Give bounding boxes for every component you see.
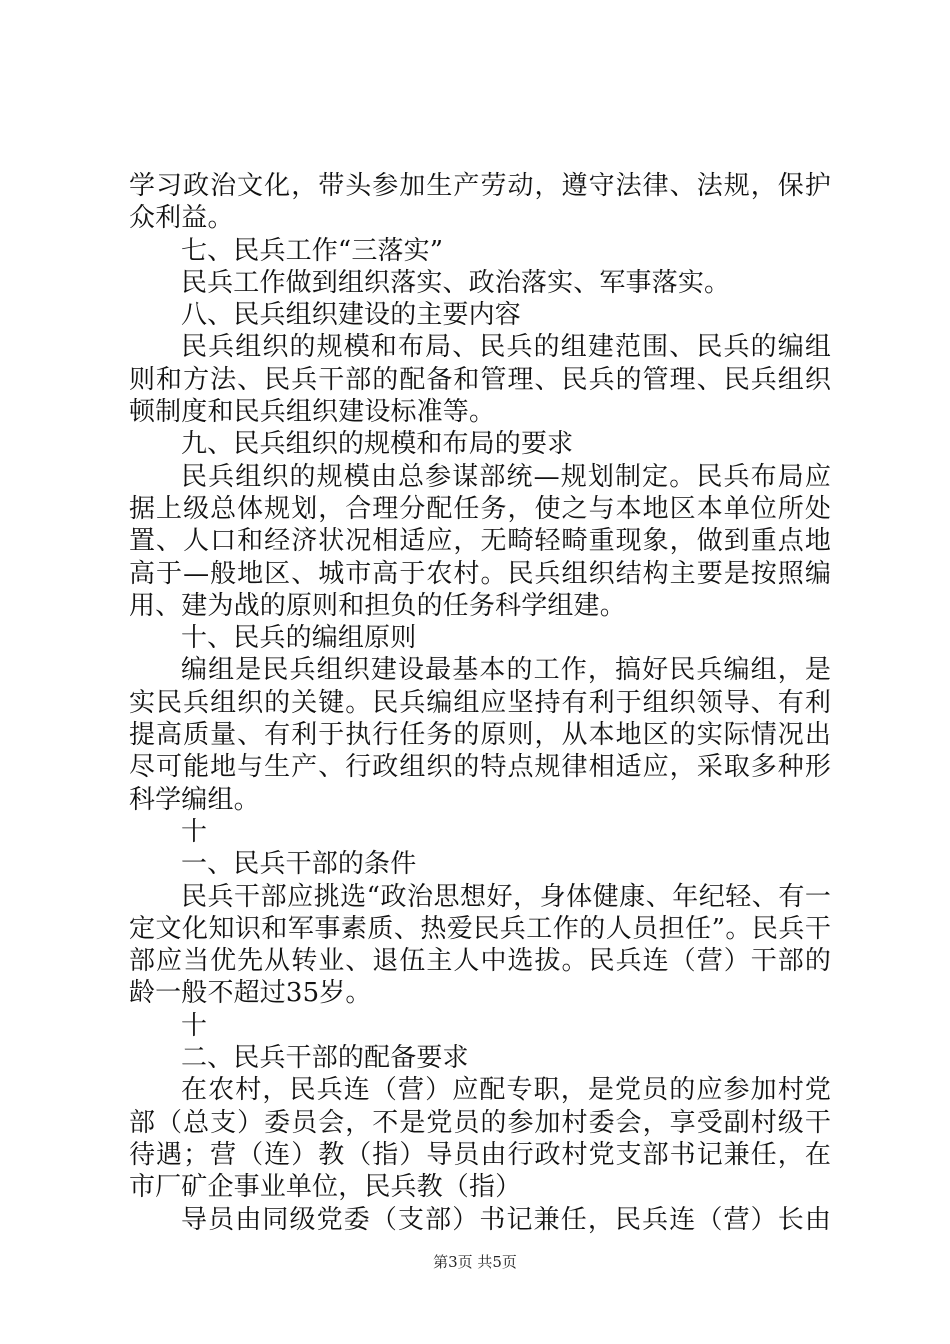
section-heading: 八、民兵组织建设的主要内容	[181, 300, 521, 331]
text-line: 民兵组织的规模由总参谋部统—规划制定。民兵布局应	[181, 461, 831, 492]
text-line: 置、人口和经济状况相适应，无畸轻畸重现象，做到重点地	[129, 526, 831, 557]
text-line: 民兵组织的规模和布局、民兵的组建范围、民兵的编组	[181, 332, 831, 363]
text-line: 科学编组。	[129, 784, 260, 815]
section-heading: 十、民兵的编组原则	[181, 623, 417, 654]
text-line: 民兵工作做到组织落实、政治落实、军事落实。	[181, 267, 731, 298]
text-line: 据上级总体规划，合理分配任务，使之与本地区本单位所处	[129, 493, 831, 524]
text-line: 定文化知识和军事素质、热爱民兵工作的人员担任”。民兵干	[129, 913, 831, 944]
text-line: 编组是民兵组织建设最基本的工作，搞好民兵编组，是	[181, 655, 831, 686]
text-line: 众利益。	[129, 203, 234, 234]
text-line: 尽可能地与生产、行政组织的特点规律相适应，采取多种形	[129, 752, 831, 783]
text-line: 民兵干部应挑选“政治思想好，身体健康、年纪轻、有一	[181, 881, 831, 912]
text-line: 市厂矿企事业单位，民兵教（指）	[129, 1172, 522, 1203]
text-line: 提高质量、有利于执行任务的原则，从本地区的实际情况出	[129, 720, 831, 751]
document-body	[129, 170, 831, 1236]
text-line: 在农村，民兵连（营）应配专职，是党员的应参加村党	[181, 1075, 831, 1106]
section-heading: 七、民兵工作“三落实”	[181, 235, 444, 266]
text-line: 顿制度和民兵组织建设标准等。	[129, 397, 496, 428]
text-line: 高于—般地区、城市高于农村。民兵组织结构主要是按照编	[129, 558, 831, 589]
text-line: 导员由同级党委（支部）书记兼任，民兵连（营）长由	[181, 1204, 831, 1235]
text-line: 则和方法、民兵干部的配备和管理、民兵的管理、民兵组织	[129, 364, 831, 395]
section-heading: 二、民兵干部的配备要求	[181, 1043, 469, 1074]
text-line: 学习政治文化，带头参加生产劳动，遵守法律、法规，保护	[129, 171, 831, 201]
section-heading: 十	[181, 1010, 208, 1041]
text-line: 部应当优先从转业、退伍主人中选拔。民兵连（营）干部的	[129, 946, 831, 977]
text-line: 实民兵组织的关键。民兵编组应坚持有利于组织领导、有利	[129, 687, 831, 718]
section-heading: 十	[181, 816, 208, 847]
page-number-footer: 第3页 共5页	[433, 1253, 517, 1271]
section-heading: 九、民兵组织的规模和布局的要求	[181, 429, 574, 460]
text-line: 部（总支）委员会，不是党员的参加村委会，享受副村级干	[129, 1107, 831, 1138]
text-line: 用、建为战的原则和担负的任务科学组建。	[129, 590, 626, 621]
text-line: 待遇；营（连）教（指）导员由行政村党支部书记兼任，在	[129, 1139, 831, 1170]
section-heading: 一、民兵干部的条件	[181, 849, 417, 880]
text-line: 龄一般不超过35岁。	[129, 978, 372, 1009]
